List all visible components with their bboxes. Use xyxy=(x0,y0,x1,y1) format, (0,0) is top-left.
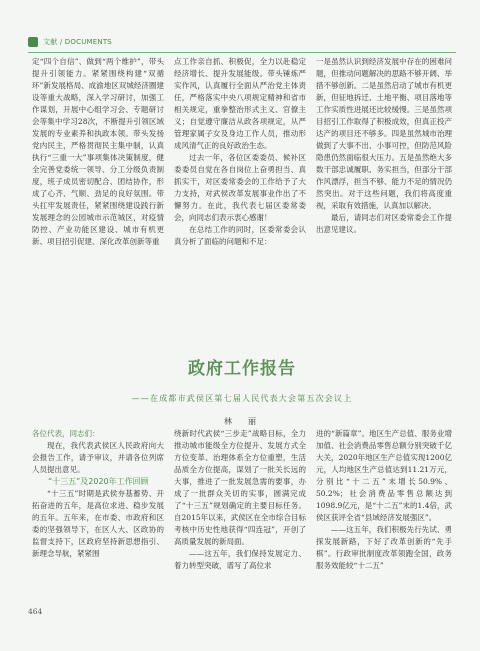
paragraph: 进的“新篇章”。地区生产总值、服务业增加值、社会消费品零售总额分别突破千亿大关，2020年地区生产总值实现1200亿元，人均地区生产总值达到11.21万元，分别比“十二五”末增长50.9%、50.2%；社会消费品零售总额达到1098.9亿元，是“十二五”末的1.4倍，武侯区获评全省“县域经济发展强区”。 xyxy=(316,429,452,522)
paragraph: 点工作亲自抓、积极促，全力以赴稳定经济增长、提升发展能级。带头锤炼严实作风，认真履行全面从严治党主体责任，严格落实中央八项规定精神和省市相关规定，重拳整治形式主义、官僚主义；自觉遵守廉洁从政各项规定，从严管理家属子女及身边工作人员，推动形成风清气正的良好政治生态。 xyxy=(174,57,306,150)
bottom-column-1 xyxy=(32,428,164,560)
paragraph: 绕新时代武侯“三步走”战略目标，全力推动城市能级全方位提升、发展方式全方位变革、治理体系全方位重塑，生活品质全方位提高，谋划了一批关长远的大事，推进了一批发展急需的要事，办成了一批群众关切的实事，圆满完成了“十三五”规划确定的主要目标任务。自2015年以来，武侯区在全市综合目标考核中历史性地获得“四连冠”，开创了高质量发展的新局面。 xyxy=(174,429,306,546)
article-title-block xyxy=(28,354,456,427)
top-column-1 xyxy=(32,56,164,248)
page-header xyxy=(28,34,112,50)
paragraph: ——这五年，我们积极先行先试、勇探发展新路，下好了改革创新的“先手棋”。行政审批制度改革领跑全国，政务服务效能较“十二五” xyxy=(316,525,452,570)
section-heading: “十三五”及2020年工作回顾 xyxy=(48,477,149,486)
article-title: 政府工作报告 xyxy=(188,359,296,379)
paragraph: 定“四个自信”、做到“两个维护”，带头提升引领能力。紧紧围绕构建“双循环”新发展格局、成渝地区双城经济圈建设等重大战略，深入学习研讨，加强工作谋划，开展中心组学习会、专题研讨会等集中学习28次，不断提升引领区域发展的专业素养和执政本领。带头发扬党内民主，严格贯彻民主集中制，认真执行“三重一大”事项集体决策制度，健全完善党委统一领导、分工分级负责制度，班子成员密切配合、团结协作，形成了心齐、气顺、劲足的良好氛围。带头扛牢发展责任，紧紧围绕建设践行新发展理念的公园城市示范城区，对疫情防控、产业功能区建设、城市有机更新、项目招引促建、深化改革创新等重 xyxy=(32,57,164,246)
page-number: 464 xyxy=(28,607,43,616)
paragraph: 一是虽然认识到经济发展中存在的困难问题，但推动问题解决的思路不够开阔、举措不够创新。二是虽然启动了城市有机更新，但征地拆迁、土地平衡、项目落地等工作实质性进展还比较缓慢。三是虽然项目招引工作取得了积极成效，但真正投产达产的项目还不够多。四是虽然城市治理做到了大事不出、小事可控，但防范风险隐患仍然面临很大压力。五是虽然绝大多数干部忠诚履职、务实担当，但部分干部作风漂浮，担当不够、能力不足的情况仍然突出。对于这些问题，我们将高度重视，采取有效措施，认真加以解决。 xyxy=(316,57,452,210)
paragraph: 最后，请同志们对区委常委会工作提出意见建议。 xyxy=(316,213,452,234)
header-divider xyxy=(28,52,456,53)
paragraph: 过去一年，各位区委委员、候补区委委员自觉在各自岗位上奋勇担当、真抓实干，对区委常委会的工作给予了大力支持，对武侯改革发展事业作出了不懈努力。在此，我代表七届区委常委会，向同志们表示衷心感谢！ xyxy=(174,153,306,222)
greeting: 各位代表，同志们： xyxy=(32,429,100,438)
bottom-column-2 xyxy=(174,428,306,572)
paragraph: 现在，我代表武侯区人民政府向大会报告工作，请予审议，并请各位列席人员提出意见。 xyxy=(32,441,164,474)
bottom-column-3 xyxy=(316,428,452,572)
article-author: 林 丽 xyxy=(224,417,260,426)
top-column-3 xyxy=(316,56,452,236)
paragraph: ——这五年，我们保持发展定力、着力转型突破，谱写了高位求 xyxy=(174,549,306,570)
top-column-2 xyxy=(174,56,306,248)
document-logo-icon xyxy=(28,37,38,47)
article-subtitle: ——在成都市武侯区第七届人民代表大会第五次会议上 xyxy=(131,394,353,403)
header-label: 文献 / DOCUMENTS xyxy=(43,38,112,46)
paragraph: “十三五”时期是武侯夯基蓄势、开拓奋进的五年，是高位求进、稳步发展的五年。五年来，在市委、市政府和区委的坚强领导下，在区人大、区政协的监督支持下，区政府坚持新思想指引、新理念导航，紧紧围 xyxy=(32,489,164,558)
paragraph: 在总结工作的同时，区委常委会认真分析了面临的问题和不足： xyxy=(174,225,306,246)
